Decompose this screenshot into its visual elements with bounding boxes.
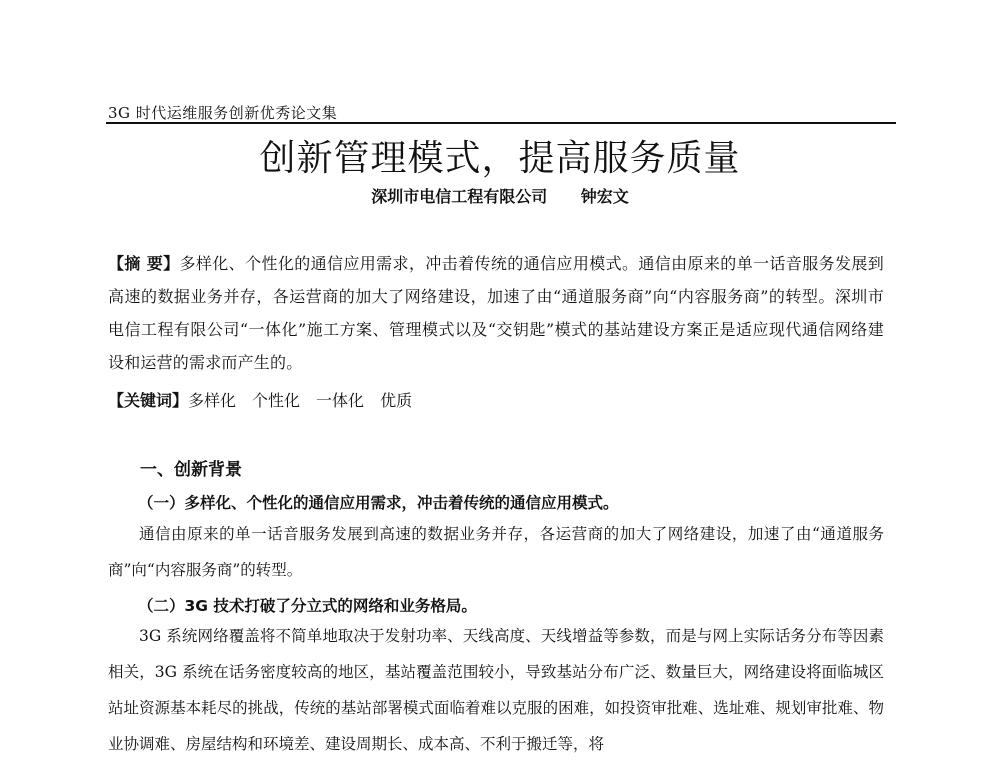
- keywords-label: 【关键词】: [108, 391, 189, 410]
- running-header: 3G 时代运维服务创新优秀论文集: [108, 104, 338, 122]
- author: 钟宏文: [580, 187, 629, 206]
- organization: 深圳市电信工程有限公司: [371, 187, 548, 206]
- article-title: 创新管理模式，提高服务质量: [259, 138, 741, 179]
- keyword-item: 一体化: [316, 391, 365, 410]
- subsection-1-text: 通信由原来的单一话音服务发展到高速的数据业务并存，各运营商的加大了网络建设，加速了由“通道服务商”向“内容服务商”的转型。: [108, 525, 884, 579]
- abstract-label: 【摘 要】: [108, 254, 180, 273]
- subsection-heading-1: （一）多样化、个性化的通信应用需求，冲击着传统的通信应用模式。: [138, 494, 619, 512]
- keywords: [108, 388, 428, 411]
- keyword-item: 优质: [380, 391, 413, 410]
- abstract-text: 多样化、个性化的通信应用需求，冲击着传统的通信应用模式。通信由原来的单一话音服务发展到高速的数据业务并存，各运营商的加大了网络建设，加速了由“通道服务商”向“内容服务商”的转型。深圳市电信工程有限公司“一体化”施工方案、管理模式以及“交钥匙”模式的基站建设方案正是适应现代通信网络建设和运营的需求而产生的。: [108, 254, 884, 372]
- byline: [0, 184, 1000, 207]
- subsection-2-text: 3G 系统网络覆盖将不简单地取决于发射功率、天线高度、天线增益等参数，而是与网上实际话务分布等因素相关，3G 系统在话务密度较高的地区，基站覆盖范围较小，导致基站分布广泛、数量巨大，网络建设将面临城区站址资源基本耗尽的挑战，传统的基站部署模式面临着难以克服的困难，如投资审批难、选址难、规划审批难、物业协调难、房屋结构和环境差、建设周期长、成本高、不利于搬迁等，将: [108, 627, 884, 753]
- abstract: [108, 247, 884, 379]
- section-heading: 一、创新背景: [140, 460, 242, 480]
- header-rule: [106, 122, 896, 124]
- keyword-item: 个性化: [252, 391, 301, 410]
- subsection-heading-2: （二）3G 技术打破了分立式的网络和业务格局。: [138, 597, 477, 615]
- keyword-item: 多样化: [188, 391, 237, 410]
